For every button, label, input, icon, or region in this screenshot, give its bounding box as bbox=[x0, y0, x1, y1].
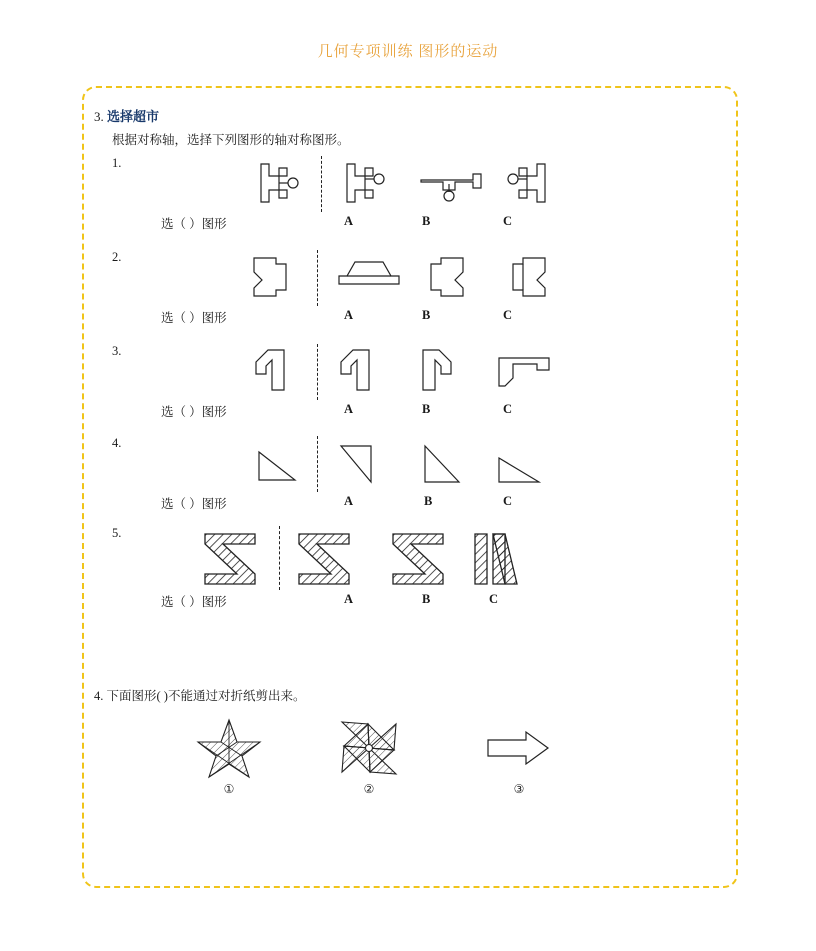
item-2-symmetry-axis bbox=[317, 250, 318, 306]
star-figure-label: ① bbox=[223, 782, 235, 796]
item-2-select-label: 选（ ）图形 bbox=[161, 311, 227, 325]
item-4-option-b-label[interactable]: B bbox=[424, 494, 433, 508]
item-4-option-b-shape bbox=[411, 436, 471, 492]
item-4-option-a-label[interactable]: A bbox=[344, 494, 354, 508]
arrow-figure-label: ③ bbox=[513, 782, 525, 796]
question3-title: 选择超市 bbox=[107, 109, 160, 124]
item-5-option-a-label[interactable]: A bbox=[344, 592, 354, 606]
item-1-option-b-shape bbox=[415, 156, 493, 212]
item-4-symmetry-axis bbox=[317, 436, 318, 492]
item-2-original-shape bbox=[244, 250, 304, 306]
item-2-figures bbox=[139, 250, 539, 306]
item-5-option-b-shape bbox=[385, 526, 455, 582]
item-3-option-c-label[interactable]: C bbox=[503, 402, 513, 416]
pinwheel-figure-label: ② bbox=[363, 782, 375, 796]
item-1-select-label: 选（ ）图形 bbox=[161, 217, 227, 231]
arrow-figure bbox=[484, 728, 554, 768]
item-5-option-c-shape bbox=[469, 526, 529, 582]
item-3-option-a-shape bbox=[329, 344, 389, 400]
item-3-original-shape bbox=[244, 344, 304, 400]
star-figure bbox=[194, 716, 264, 780]
item-2-option-c-shape bbox=[499, 250, 559, 306]
item-1-option-c-label[interactable]: C bbox=[503, 214, 513, 228]
item-4-figures bbox=[139, 436, 539, 492]
item-1-option-a-label[interactable]: A bbox=[344, 214, 354, 228]
item-1-symmetry-axis bbox=[321, 156, 322, 212]
item-1-option-c-shape bbox=[499, 156, 559, 212]
question3-instruction: 根据对称轴，选择下列图形的轴对称图形。 bbox=[112, 133, 350, 147]
item-5-figures bbox=[139, 526, 539, 590]
item-4-number: 4. bbox=[112, 436, 122, 450]
item-2-option-c-label[interactable]: C bbox=[503, 308, 513, 322]
item-2-option-b-shape bbox=[419, 250, 479, 306]
question3-number: 3. bbox=[94, 109, 104, 124]
item-5-option-c-label[interactable]: C bbox=[489, 592, 499, 606]
pinwheel-figure bbox=[334, 716, 404, 780]
question4-figures bbox=[84, 716, 736, 806]
item-3-option-a-label[interactable]: A bbox=[344, 402, 354, 416]
item-1-option-a-shape bbox=[335, 156, 395, 212]
item-4-select-label: 选（ ）图形 bbox=[161, 497, 227, 511]
item-1-figures bbox=[139, 156, 539, 212]
item-5-symmetry-axis bbox=[279, 526, 280, 590]
item-4-original-shape bbox=[249, 436, 309, 492]
item-5-option-b-label[interactable]: B bbox=[422, 592, 431, 606]
item-2-option-b-label[interactable]: B bbox=[422, 308, 431, 322]
question4-text: 4. 下面图形( )不能通过对折纸剪出来。 bbox=[94, 689, 306, 703]
item-1-option-b-label[interactable]: B bbox=[422, 214, 431, 228]
worksheet-panel bbox=[82, 86, 738, 888]
item-3-option-b-label[interactable]: B bbox=[422, 402, 431, 416]
item-5-select-label: 选（ ）图形 bbox=[161, 595, 227, 609]
item-4-option-c-label[interactable]: C bbox=[503, 494, 513, 508]
item-1-number: 1. bbox=[112, 156, 122, 170]
item-4-option-a-shape bbox=[329, 436, 389, 492]
item-4-option-c-shape bbox=[491, 436, 551, 492]
item-5-option-a-shape bbox=[291, 526, 361, 582]
item-3-select-label: 选（ ）图形 bbox=[161, 405, 227, 419]
item-3-option-b-shape bbox=[411, 344, 471, 400]
item-2-number: 2. bbox=[112, 250, 122, 264]
item-2-option-a-shape bbox=[329, 250, 409, 306]
question3-heading bbox=[94, 106, 159, 125]
item-3-figures bbox=[139, 344, 539, 400]
item-3-option-c-shape bbox=[491, 344, 561, 400]
page-title: 几何专项训练 图形的运动 bbox=[317, 44, 499, 60]
item-3-symmetry-axis bbox=[317, 344, 318, 400]
item-5-number: 5. bbox=[112, 526, 122, 540]
item-5-original-shape bbox=[197, 526, 267, 582]
item-2-option-a-label[interactable]: A bbox=[344, 308, 354, 322]
item-1-original-shape bbox=[249, 156, 309, 212]
item-3-number: 3. bbox=[112, 344, 122, 358]
